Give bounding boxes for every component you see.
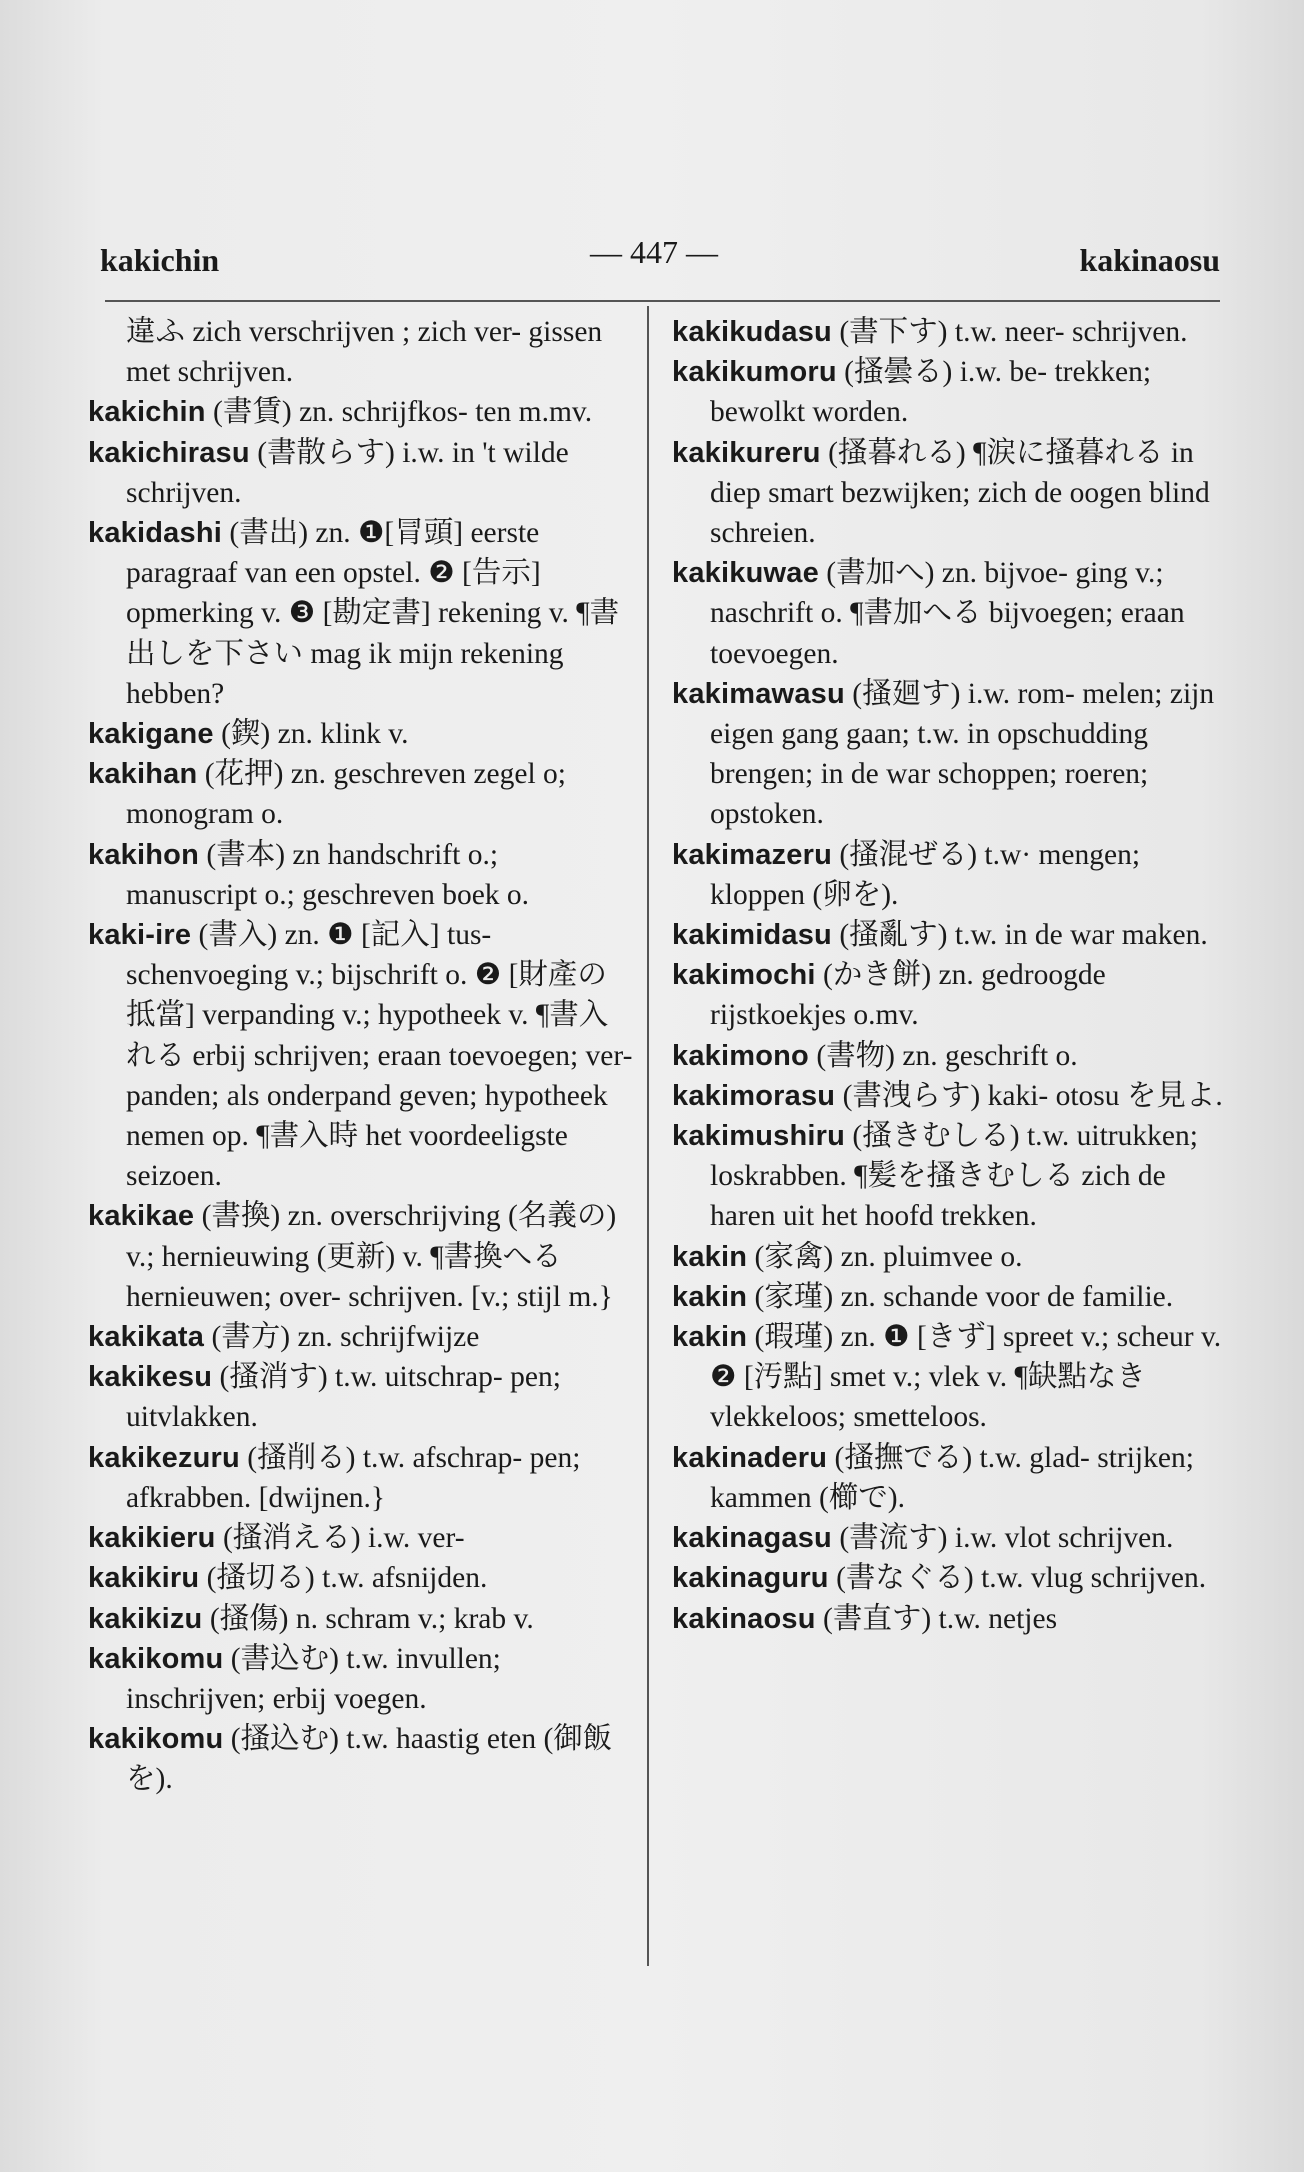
dictionary-entry [672,1317,1227,1438]
dictionary-entry [672,433,1227,554]
dictionary-entry [88,915,633,1196]
left-column [88,312,633,1800]
dictionary-entry [672,312,1227,352]
headword: kakinaderu [672,1441,828,1474]
headword: kakidashi [88,517,222,550]
dictionary-entry [672,1518,1227,1558]
dictionary-entry [88,1357,633,1437]
dictionary-entry [88,1196,633,1317]
entry-definition: (花押) zn. geschreven zegel o; monogram o. [126,758,566,831]
entry-definition: (瑕瑾) zn. ❶ [きず] spreet v.; scheur v. ❷ [汚點] smet v.; vlek v. ¶缺點なき vlekkeloos; smetteloos. [710,1321,1222,1434]
headword: kakikumoru [672,356,837,389]
entry-definition: (書直す) t.w. netjes [815,1602,1058,1635]
dictionary-entry [88,1317,633,1357]
entry-definition: (書洩らす) kaki- otosu を見よ. [835,1079,1223,1112]
entry-definition: (搔傷) n. schram v.; krab v. [202,1602,534,1635]
entry-definition: (搔込む) t.w. haastig eten (御飯を). [126,1723,613,1796]
dictionary-entry [672,1237,1227,1277]
headword: kakikesu [88,1361,213,1394]
dictionary-entry [88,433,633,513]
entry-definition: (書入) zn. ❶ [記入] tus- schenvoeging v.; bijschrift o. ❷ [財產の抵當] verpanding v.; hypotheek v. ¶書入れる erbij schrijven; eraan toevoegen; ver- panden; als onderpand geven; hypotheek nemen op. ¶書入時 het voordeeligste seizoen. [126,919,633,1193]
page-number: — 447 — [590,234,718,270]
entry-definition: (搔消える) i.w. ver- [215,1522,465,1555]
headword: kakikata [88,1321,205,1354]
dictionary-entry [88,1719,633,1799]
headword: kakin [672,1240,748,1273]
entry-definition: (家禽) zn. pluimvee o. [747,1240,1023,1273]
headword: kakichin [88,396,206,429]
entry-definition: (家瑾) zn. schande voor de familie. [747,1280,1174,1313]
entry-definition: (書込む) t.w. invullen; inschrijven; erbij voegen. [126,1642,501,1715]
entry-definition: (書加へ) zn. bijvoe- ging v.; naschrift o. ¶書加へる bijvoegen; eraan toevoegen. [710,557,1185,670]
headword: kakigane [88,718,214,751]
entry-definition: (搔消す) t.w. uitschrap- pen; uitvlakken. [126,1361,561,1434]
dictionary-entry [88,1438,633,1518]
header-rule [105,300,1220,302]
right-column [672,312,1227,1639]
entry-definition: (搔廻す) i.w. rom- melen; zijn eigen gang gaan; t.w. in opschudding brengen; in de war schoppen; roeren; opstoken. [710,677,1215,831]
entry-definition: (書下す) t.w. neer- schrijven. [831,316,1188,348]
headword: kakimazeru [672,838,832,871]
headword: kakimochi [672,959,816,992]
dictionary-entry [88,754,633,834]
headword: kakikomu [88,1642,224,1675]
dictionary-entry [88,392,633,432]
entry-definition: (書賃) zn. schrijfkos- ten m.mv. [205,396,593,429]
entry-definition: (書なぐる) t.w. vlug schrijven. [828,1562,1207,1595]
headword: kakimawasu [672,677,845,710]
dictionary-entry [88,714,633,754]
headword: kakin [672,1321,748,1354]
dictionary-entry [672,1277,1227,1317]
entry-definition: (書流す) i.w. vlot schrijven. [831,1522,1174,1555]
entry-definition: (搔亂す) t.w. in de war maken. [831,919,1208,952]
headword: kakikudasu [672,316,832,348]
dictionary-entry [88,1558,633,1598]
headword: kakinagasu [672,1522,832,1555]
entry-definition: (書出) zn. ❶[冐頭] eerste paragraaf van een opstel. ❷ [告示] opmerking v. ❸ [勘定書] rekening v. ¶書出しを下さい mag ik mijn rekening hebben? [126,517,620,710]
headword: kakimidasu [672,919,832,952]
entry-definition: (搔暮れる) ¶涙に搔暮れる in diep smart bezwijken; zich de oogen blind schreien. [710,436,1210,550]
dictionary-entry [672,955,1227,1035]
headword: kakikizu [88,1602,203,1635]
entry-definition: (搔削る) t.w. afschrap- pen; afkrabben. [dwijnen.} [126,1441,581,1514]
dictionary-entry [88,312,633,392]
entry-definition: (かき餅) zn. gedroogde rijstkoekjes o.mv. [710,959,1106,1032]
headword: kakihon [88,838,199,871]
entry-definition: (搔撫でる) t.w. glad- strijken; kammen (櫛で). [710,1441,1194,1514]
dictionary-entry [88,1599,633,1639]
page-header [88,228,1220,288]
dictionary-entry [672,835,1227,915]
dictionary-entry [672,915,1227,955]
entry-definition: (搔曇る) i.w. be- trekken; bewolkt worden. [710,356,1152,429]
dictionary-entry [672,1116,1227,1237]
headword: kakin [672,1280,748,1313]
headword: kakinaguru [672,1562,829,1595]
headword: kaki-ire [88,919,192,952]
headword: kakinaosu [672,1602,816,1635]
headword: kakikomu [88,1723,224,1756]
headword: kakimono [672,1039,809,1072]
entry-definition: (搔きむしる) t.w. uitrukken; loskrabben. ¶髪を搔きむしる zich de haren uit het hoofd trekken. [710,1120,1198,1233]
headword: kakikieru [88,1522,216,1555]
headword: kakichirasu [88,436,250,469]
headword: kakikezuru [88,1441,240,1474]
dictionary-entry [88,1518,633,1558]
dictionary-entry [88,1639,633,1719]
running-head-left: kakichin [100,242,220,278]
headword: kakikureru [672,436,821,469]
column-divider [647,306,649,1966]
entry-definition: 違ふ zich verschrijven ; zich ver- gissen met schrijven. [126,316,603,389]
dictionary-entry [672,352,1227,432]
headword: kakikiru [88,1562,200,1595]
dictionary-entry [88,835,633,915]
entry-definition: (書換) zn. overschrijving (名義の) v.; hernieuwing (更新) v. ¶書換へる hernieuwen; over- schrijven. [v.; stijl m.} [126,1200,617,1313]
entry-definition: (鍥) zn. klink v. [213,718,409,751]
entry-definition: (搔切る) t.w. afsnijden. [199,1562,488,1595]
dictionary-entry [672,1076,1227,1116]
dictionary-entry [672,1599,1227,1639]
entry-definition: (書物) zn. geschrift o. [808,1039,1078,1072]
dictionary-entry [88,513,633,714]
headword: kakimushiru [672,1120,846,1153]
dictionary-entry [672,1036,1227,1076]
headword: kakihan [88,758,198,791]
entry-definition: (書散らす) i.w. in 't wilde schrijven. [126,436,569,509]
dictionary-entry [672,1438,1227,1518]
entry-definition: (搔混ぜる) t.w· mengen; kloppen (卵を). [710,838,1141,911]
entry-definition: (書本) zn handschrift o.; manuscript o.; geschreven boek o. [126,838,530,911]
dictionary-entry [672,1558,1227,1598]
headword: kakikuwae [672,557,819,590]
headword: kakikae [88,1200,195,1233]
headword: kakimorasu [672,1079,836,1112]
dictionary-entry [672,553,1227,674]
running-head-right: kakinaosu [1079,242,1220,278]
dictionary-entry [672,674,1227,835]
entry-definition: (書方) zn. schrijfwijze [204,1321,480,1354]
